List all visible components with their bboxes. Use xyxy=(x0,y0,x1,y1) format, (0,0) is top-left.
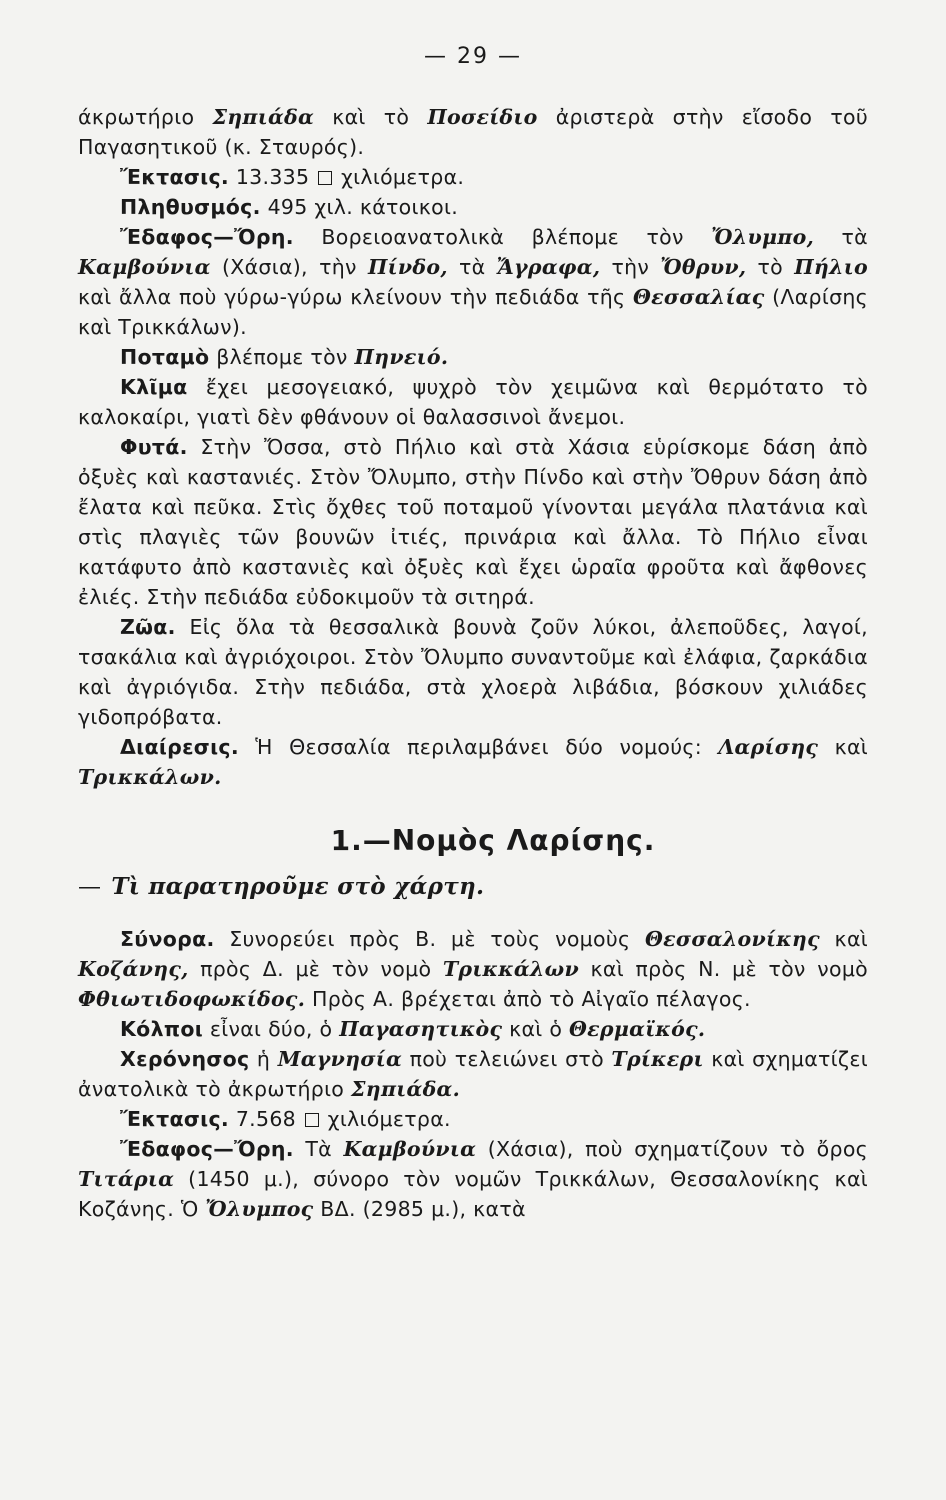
place-name: Καμβούνια xyxy=(343,1137,477,1161)
intro-paragraph xyxy=(78,102,868,162)
place-name: Πηνειό. xyxy=(354,345,449,369)
heading: Σύνορα. xyxy=(120,927,215,951)
text: Στὴν Ὄσσα, στὸ Πήλιο καὶ στὰ Χάσια εὑρίσκομε δάση ἀπὸ ὀξυὲς καὶ καστανιές. Στὸν Ὄλυμπο, στὴν Πίνδο καὶ στὴν Ὄθρυν δάση ἀπὸ ἔλατα καὶ πεῦκα. Στὶς ὄχθες τοῦ ποταμοῦ γίνονται μεγάλα πλατάνια καὶ στὶς πλαγιὲς τῶν βουνῶν ἰτιές, πρινάρια καὶ ἄλλα. Τὸ Πήλιο εἶναι κατάφυτο ἀπὸ καστανιὲς καὶ ὀξυὲς καὶ ἔχει ὡραῖα φροῦτα καὶ ἄφθονες ἐλιές. Στὴν πεδιάδα εὐδοκιμοῦν τὰ σιτηρά. xyxy=(78,435,868,609)
text: (Χάσια), ποὺ σχηματίζουν τὸ ὄρος xyxy=(476,1137,868,1161)
area-value: 7.568 xyxy=(235,1107,297,1131)
page-body xyxy=(78,102,868,1224)
section-title: 1.—Νομὸς Λαρίσης. xyxy=(330,824,656,857)
text: τὸ xyxy=(746,255,795,279)
heading: Κλῖμα xyxy=(120,375,188,399)
place-name: Τρικκάλων. xyxy=(78,765,222,789)
climate-paragraph xyxy=(78,372,868,432)
text: πρὸς Δ. μὲ τὸν νομὸ xyxy=(188,957,443,981)
place-name: Θερμαϊκός. xyxy=(568,1017,706,1041)
place-name: Ποσείδιο xyxy=(427,105,538,129)
place-name: Τρικκάλων xyxy=(442,957,579,981)
place-name: Ἄγραφα, xyxy=(496,255,601,279)
text: καὶ σχηματίζει ἀνατολικὰ τὸ ἀκρωτήριο xyxy=(78,1047,868,1101)
text: καὶ τὸ xyxy=(314,105,428,129)
text: (Χάσια), τὴν xyxy=(210,255,368,279)
terrain-paragraph xyxy=(78,222,868,342)
place-name: Πίνδο, xyxy=(368,255,448,279)
text: Βορειοανατολικὰ βλέπομε τὸν xyxy=(293,225,712,249)
heading: Φυτά. xyxy=(120,435,188,459)
subtitle-text: Τὶ παρατηροῦμε στὸ χάρτη. xyxy=(111,873,485,900)
place-name: Μαγνησία xyxy=(277,1047,403,1071)
text: καὶ xyxy=(818,735,868,759)
river-paragraph xyxy=(78,342,868,372)
place-name: Θεσσαλίας xyxy=(632,285,765,309)
place-name: Σηπιάδα xyxy=(212,105,315,129)
area-value: 13.335 xyxy=(235,165,310,189)
heading: Κόλποι xyxy=(120,1017,204,1041)
peninsula-paragraph xyxy=(78,1044,868,1104)
area-paragraph xyxy=(78,162,868,192)
text: καὶ πρὸς Ν. μὲ τὸν νομὸ xyxy=(578,957,868,981)
heading: Διαίρεσις. xyxy=(120,735,239,759)
heading: Χερόνησος xyxy=(120,1047,250,1071)
place-name: Τρίκερι xyxy=(611,1047,704,1071)
text: καὶ xyxy=(819,927,868,951)
animals-paragraph xyxy=(78,612,868,732)
text: τὴν xyxy=(600,255,661,279)
place-name: Λαρίσης xyxy=(718,735,819,759)
text: Ἡ Θεσσαλία περιλαμβάνει δύο νομούς: xyxy=(238,735,719,759)
heading: Ποταμὸ xyxy=(120,345,210,369)
place-name: Ὄλυμπο, xyxy=(711,225,815,249)
area-unit: χιλιόμετρα. xyxy=(327,1107,451,1131)
place-name: Ὄθρυν, xyxy=(660,255,747,279)
text: βλέπομε τὸν xyxy=(209,345,355,369)
square-symbol-icon xyxy=(305,1113,319,1127)
place-name: Παγασητικὸς xyxy=(339,1017,503,1041)
section-subtitle xyxy=(78,872,868,902)
place-name: Πήλιο xyxy=(794,255,868,279)
place-name: Φθιωτιδοφωκίδος. xyxy=(78,987,306,1011)
area-unit: χιλιόμετρα. xyxy=(341,165,465,189)
text: άκρωτήριο xyxy=(78,105,213,129)
text: (1450 μ.), σύνορο τὸν νομῶν Τρικκάλων, Θεσσαλονίκης καὶ Κοζάνης. Ὁ xyxy=(78,1167,868,1221)
gulfs-paragraph xyxy=(78,1014,868,1044)
plants-paragraph xyxy=(78,432,868,612)
text: εἶναι δύο, ὁ xyxy=(203,1017,340,1041)
text: Συνορεύει πρὸς Β. μὲ τοὺς νομοὺς xyxy=(214,927,646,951)
place-name: Θεσσαλονίκης xyxy=(645,927,820,951)
heading: Ἔδαφος—Ὄρη. xyxy=(120,225,294,249)
heading: Ζῶα. xyxy=(120,615,176,639)
place-name: Καμβούνια xyxy=(78,255,211,279)
text: ἡ xyxy=(249,1047,278,1071)
square-symbol-icon xyxy=(318,171,332,185)
terrain-paragraph-2 xyxy=(78,1134,868,1224)
text: Τὰ xyxy=(293,1137,344,1161)
division-paragraph xyxy=(78,732,868,792)
text: ΒΔ. (2985 μ.), κατὰ xyxy=(313,1197,526,1221)
heading: Ἔδαφος—Ὄρη. xyxy=(120,1137,294,1161)
text: καὶ ἄλλα ποὺ γύρω-γύρω κλείνουν τὴν πεδιάδα τῆς xyxy=(78,285,633,309)
text: ἔχει μεσογειακό, ψυχρὸ τὸν χειμῶνα καὶ θερμότατο τὸ καλοκαίρι, γιατὶ δὲν φθάνουν οἱ θαλασσινοὶ ἄνεμοι. xyxy=(78,375,868,429)
place-name: Κοζάνης, xyxy=(78,957,189,981)
place-name: Τιτάρια xyxy=(78,1167,175,1191)
text: Πρὸς Α. βρέχεται ἀπὸ τὸ Αἰγαῖο πέλαγος. xyxy=(305,987,751,1011)
text: (Λαρίσης καὶ Τρικκάλων). xyxy=(78,285,868,339)
place-name: Ὄλυμπος xyxy=(205,1197,314,1221)
heading: Ἔκτασις. xyxy=(120,165,229,189)
place-name: Σηπιάδα. xyxy=(350,1077,461,1101)
population-paragraph xyxy=(78,192,868,222)
heading: Ἔκτασις. xyxy=(120,1107,229,1131)
text: τὰ xyxy=(447,255,497,279)
page-number: — 29 — xyxy=(424,44,522,69)
area-paragraph-2 xyxy=(78,1104,868,1134)
text: 495 χιλ. κάτοικοι. xyxy=(267,195,459,219)
text: ἀριστερὰ στὴν εἴσοδο τοῦ Παγασητικοῦ (κ. Σταυρός). xyxy=(78,105,868,159)
text: τὰ xyxy=(814,225,868,249)
borders-paragraph xyxy=(78,924,868,1014)
heading: Πληθυσμός. xyxy=(120,195,261,219)
text: καὶ ὁ xyxy=(502,1017,569,1041)
text: Εἰς ὅλα τὰ θεσσαλικὰ βουνὰ ζοῦν λύκοι, ἀλεποῦδες, λαγοί, τσακάλια καὶ ἀγριόχοιροι. Στὸν Ὄλυμπο συναντοῦμε καὶ ἐλάφια, ζαρκάδια καὶ ἀγριόγιδα. Στὴν πεδιάδα, στὰ χλοερὰ λιβάδια, βόσκουν χιλιάδες γιδοπρόβατα. xyxy=(78,615,868,729)
dash: — xyxy=(78,874,102,900)
text: ποὺ τελειώνει στὸ xyxy=(402,1047,612,1071)
